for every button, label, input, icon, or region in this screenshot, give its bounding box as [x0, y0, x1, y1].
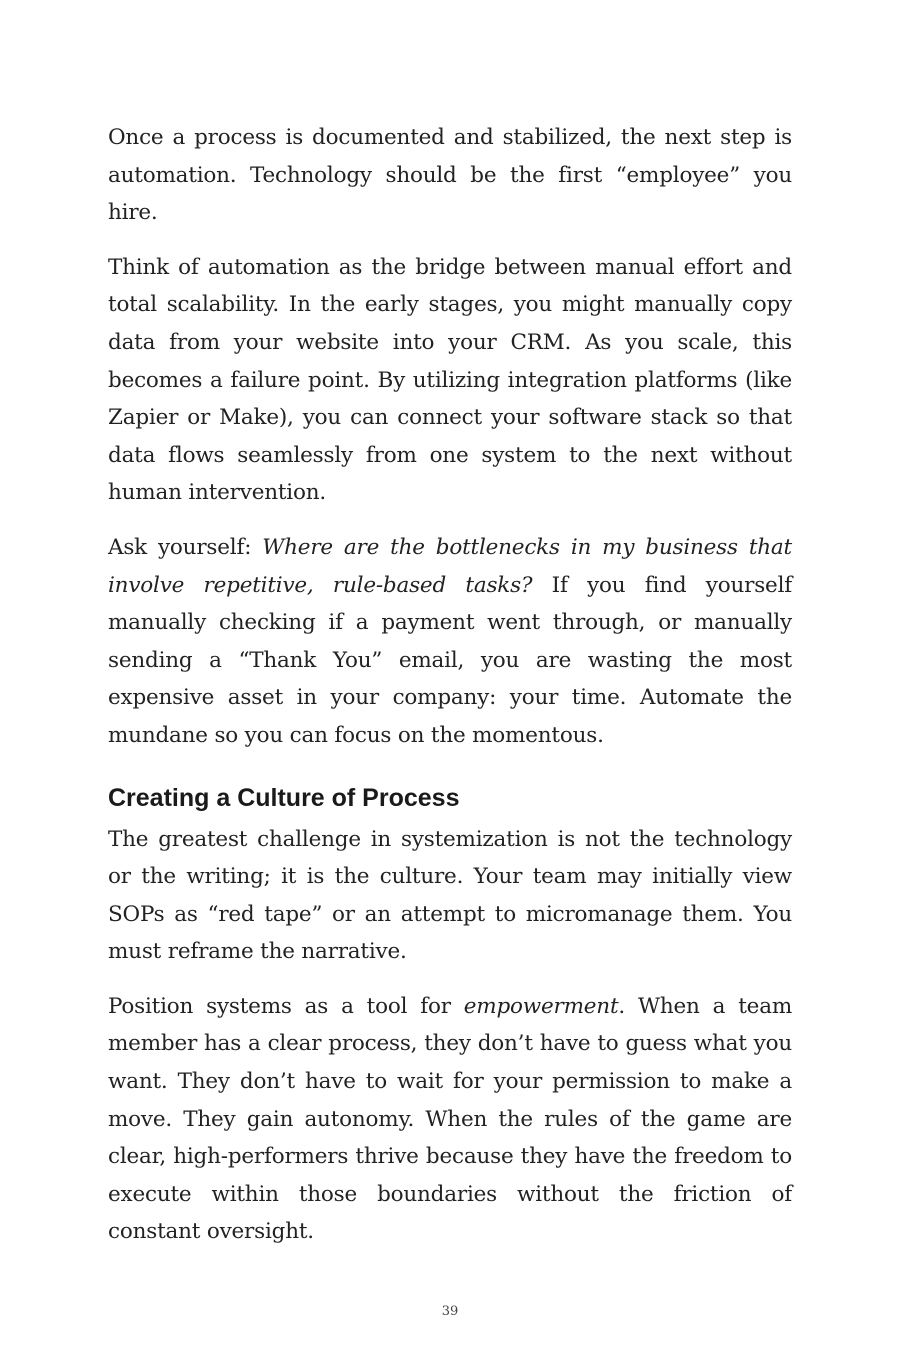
paragraph-empowerment-rest: . When a team member has a clear process, they don’t have to guess what you want. They don’t have to wait for your permission to make a move. They gain autonomy. When the rules of the game are clear, high-performers thrive because they have the freedom to execute within those boundaries without the friction of constant oversight. — [108, 993, 793, 1245]
paragraph-culture-challenge: The greatest challenge in systemization is not the technology or the writing; it is the culture. Your team may initially view SOPs as “red tape” or an attempt to micromanage them. You must reframe the narrative. — [108, 826, 792, 965]
section-heading: Creating a Culture of Process — [108, 783, 460, 812]
paragraph-bottlenecks — [108, 529, 792, 755]
paragraph-empowerment — [108, 988, 792, 1251]
paragraph-automation-bridge: Think of automation as the bridge between manual effort and total scalability. In the early stages, you might manually copy data from your website into your CRM. As you scale, this becomes a failure point. By utilizing integration platforms (like Zapier or Make), you can connect your software stack so that data flows seamlessly from one system to the next without human intervention. — [108, 254, 792, 506]
paragraph-empowerment-emphasis: empowerment — [463, 993, 619, 1019]
page-number: 39 — [441, 1304, 459, 1319]
paragraph-automation-intro: Once a process is documented and stabilized, the next step is automation. Technology should be the first “employee” you hire. — [108, 125, 792, 226]
paragraph-bottlenecks-prefix: Ask yourself: — [108, 534, 263, 560]
paragraph-empowerment-prefix: Position systems as a tool for — [108, 993, 464, 1019]
paragraph-bottlenecks-question: Where are the bottlenecks in my business that involve repetitive, rule-based tasks? — [108, 534, 792, 598]
page-body — [108, 119, 792, 1268]
paragraph-bottlenecks-rest: If you find yourself manually checking if a payment went through, or manually sending a “Thank You” email, you are wasting the most expensive asset in your company: your time. Automate the mundane so you can focus on the momentous. — [108, 572, 793, 748]
